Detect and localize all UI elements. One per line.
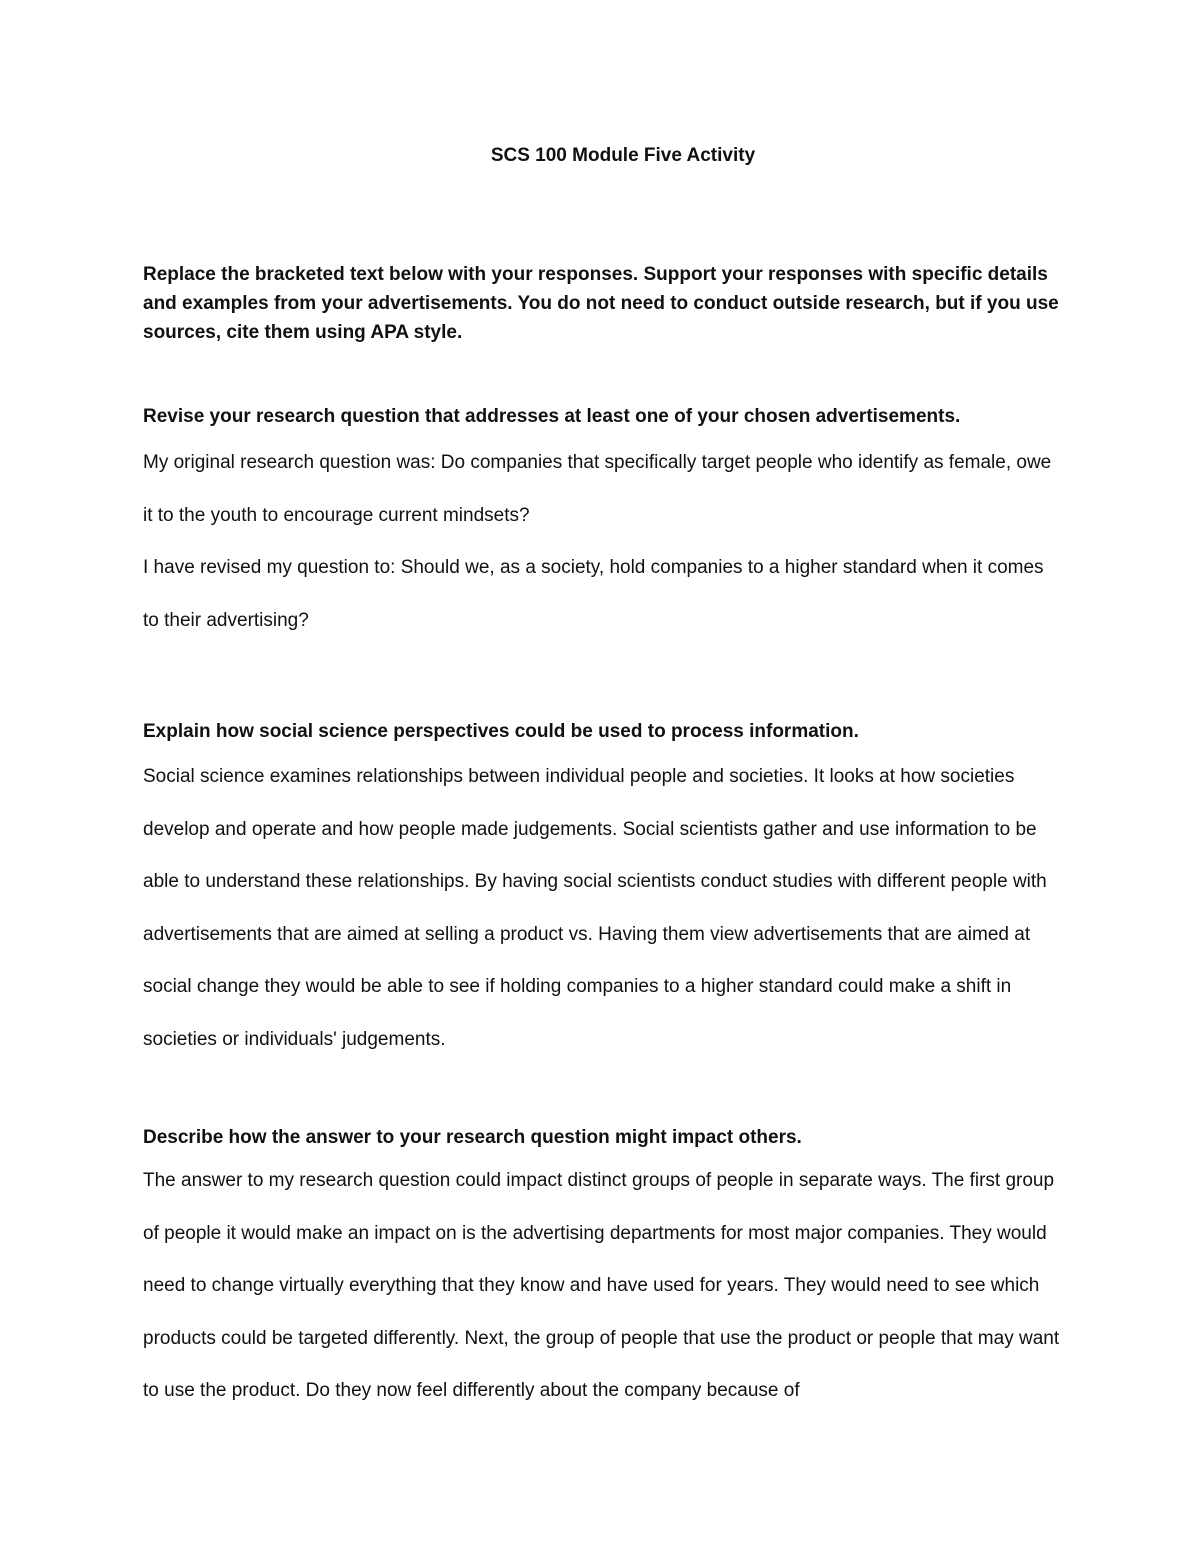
- answer-paragraph: My original research question was: Do companies that specifically target people who identify as female, owe it to the youth to encourage current mindsets?: [143, 452, 1052, 526]
- document-title: SCS 100 Module Five Activity: [490, 145, 756, 166]
- section-research-question: [143, 404, 1063, 647]
- instructions-paragraph: Replace the bracketed text below with your responses. Support your responses with specific details and examples from your advertisements. You do not need to conduct outside research, but if you use sources, cite them using APA style.: [143, 264, 1059, 343]
- section-prompt: Revise your research question that addresses at least one of your chosen advertisements.: [143, 406, 961, 427]
- answer-paragraph: Social science examines relationships between individual people and societies. It looks at how societies develop and operate and how people made judgements. Social scientists gather and use information to be able to understand these relationships. By having social scientists conduct studies with different people with advertisements that are aimed at selling a product vs. Having them view advertisements that are aimed at social change they would be able to see if holding companies to a higher standard could make a shift in societies or individuals' judgements.: [143, 766, 1047, 1050]
- section-social-science: [143, 719, 1063, 1066]
- answer-paragraph: I have revised my question to: Should we, as a society, hold companies to a higher standard when it comes to their advertising?: [143, 557, 1044, 631]
- section-impact: [143, 1125, 1063, 1418]
- section-prompt: Explain how social science perspectives could be used to process information.: [143, 721, 859, 742]
- answer-paragraph: The answer to my research question could impact distinct groups of people in separate ways. The first group of people it would make an impact on is the advertising departments for most major companies. They would need to change virtually everything that they know and have used for years. They would need to see which products could be targeted differently. Next, the group of people that use the product or people that may want to use the product. Do they now feel differently about the company because of: [143, 1170, 1060, 1401]
- section-answer: [143, 1155, 1063, 1418]
- section-answer: [143, 751, 1063, 1066]
- section-prompt: Describe how the answer to your research question might impact others.: [143, 1127, 802, 1148]
- section-answer: [143, 437, 1063, 647]
